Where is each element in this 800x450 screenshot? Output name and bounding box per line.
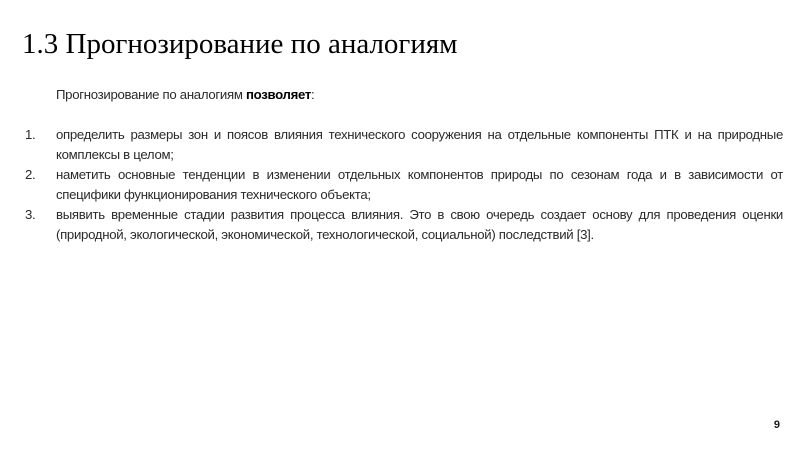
page-number: 9: [773, 419, 780, 431]
list-item-number: 2.: [25, 167, 36, 182]
list-item-text: выявить временные стадии развития процесса влияния. Это в свою очередь создает основу для проведения оценки (природной, экологической, экономической, технологической, социальной) последствий [3].: [56, 207, 783, 242]
list-item-text: определить размеры зон и поясов влияния технического сооружения на отдельные компоненты ПТК и на природные комплексы в целом;: [56, 127, 783, 162]
list-item: [25, 205, 783, 245]
list-item-text: наметить основные тенденции в изменении отдельных компонентов природы по сезонам года и в зависимости от специфики функционирования технического объекта;: [56, 167, 783, 202]
intro-text: [56, 86, 314, 104]
list-item: [25, 165, 783, 205]
intro-prefix: Прогнозирование по аналогиям: [56, 87, 246, 102]
intro-emphasis: позволяет: [245, 87, 312, 102]
slide-title: 1.3 Прогнозирование по аналогиям: [22, 28, 458, 60]
list-item: [25, 125, 783, 165]
list-item-number: 3.: [25, 207, 36, 222]
numbered-list: [25, 125, 783, 245]
list-item-number: 1.: [25, 127, 36, 142]
intro-suffix: :: [311, 87, 315, 102]
